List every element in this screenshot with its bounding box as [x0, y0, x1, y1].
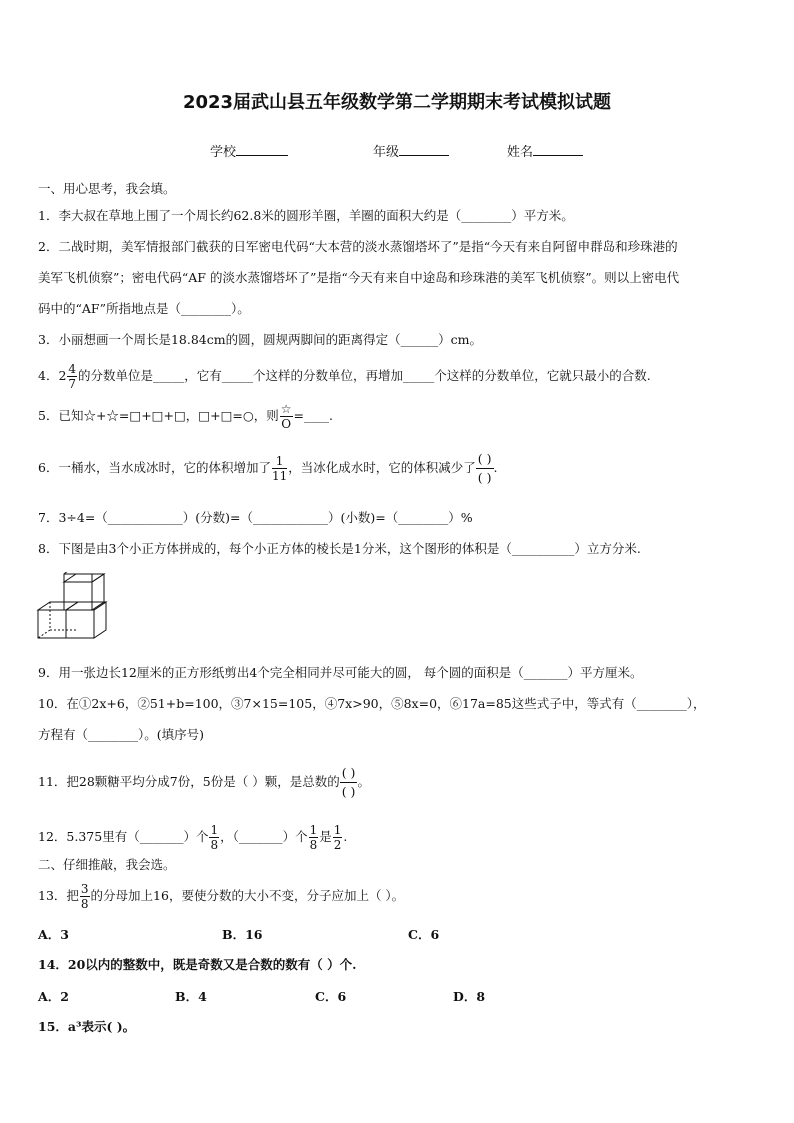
question-7: 7．3÷4=（____________）(分数)=（____________）(小数)=（________）%: [38, 510, 473, 525]
q11-prefix: 11．把28颗糖平均分成7份，5份是（ ）颗，是总数的: [38, 774, 340, 789]
question-6: [38, 450, 497, 487]
q13-denominator: 8: [80, 897, 89, 911]
question-3: 3．小丽想画一个周长是18.84cm的圆，圆规两脚间的距离得定（______）cm。: [38, 332, 482, 347]
q13-prefix: 13．把: [38, 888, 79, 903]
question-12: [38, 823, 347, 852]
question-10-line-1: 10．在①2x+6，②51+b=100，③7×15=105，④7x>90，⑤8x=0，⑥17a=85这些式子中，等式有（________），: [38, 696, 706, 711]
q11-suffix: 。: [357, 774, 370, 789]
q13-fraction: [80, 882, 90, 911]
section-1-heading: 一、用心思考，我会填。: [38, 181, 176, 196]
question-4: [38, 362, 651, 391]
q12-fraction-1: [209, 823, 219, 852]
question-9: 9．用一张边长12厘米的正方形纸剪出4个完全相同并尽可能大的圆， 每个圆的面积是（_______）平方厘米。: [38, 665, 643, 680]
question-13: [38, 882, 404, 911]
question-10-line-2: 方程有（________）。(填序号): [38, 727, 205, 742]
question-5: [38, 402, 333, 431]
q6-suffix: .: [493, 460, 498, 475]
question-2-line-3: 码中的“AF”所指地点是（________）。: [38, 301, 250, 316]
school-blank[interactable]: [236, 143, 288, 156]
q14-option-a[interactable]: A．2: [38, 989, 69, 1004]
q11-answer-fraction[interactable]: [340, 764, 358, 801]
question-8: 8．下图是由3个小正方体拼成的，每个小正方体的棱长是1分米，这个图形的体积是（__________）立方分米.: [38, 541, 641, 556]
q14-option-c[interactable]: C．6: [315, 989, 347, 1004]
q6-numerator: 1: [272, 454, 287, 469]
question-11: [38, 764, 370, 801]
q14-option-d[interactable]: D．8: [453, 989, 486, 1004]
q13-numerator: 3: [80, 882, 89, 896]
q5-numerator: ☆: [280, 402, 292, 416]
q12-middle-2: 是: [319, 829, 332, 844]
question-14: 14．20以内的整数中，既是奇数又是合数的数有（ ）个.: [38, 957, 357, 972]
q13-option-c[interactable]: C．6: [408, 927, 440, 942]
q5-fraction: [280, 402, 293, 431]
q14-option-b[interactable]: B．4: [175, 989, 207, 1004]
q11-answer-denominator[interactable]: ( ): [341, 784, 356, 799]
q4-denominator: 7: [68, 377, 77, 391]
question-2-line-1: 2．二战时期，美军情报部门截获的日军密电代码“大本营的淡水蒸馏塔坏了”是指“今天有来自阿留申群岛和珍珠港的: [38, 239, 678, 254]
q6-fraction: [272, 454, 287, 483]
question-15: 15．a³表示( )。: [38, 1019, 136, 1034]
q6-answer-denominator[interactable]: ( ): [477, 470, 492, 485]
q4-suffix: 的分数单位是_____，它有_____个这样的分数单位，再增加_____个这样的分数单位，它就只最小的合数.: [78, 368, 651, 383]
name-field: [507, 141, 583, 160]
q12-middle: ，（_______）个: [220, 829, 308, 844]
q12-fraction-1-denominator: 8: [210, 838, 219, 852]
q11-answer-numerator[interactable]: ( ): [340, 764, 358, 783]
school-label: 学校: [210, 145, 237, 160]
three-cubes-figure: [36, 572, 108, 642]
q4-prefix: 4．2: [38, 368, 67, 383]
q12-fraction-2-denominator: 8: [309, 838, 318, 852]
q12-fraction-2: [309, 823, 319, 852]
q12-prefix: 12．5.375里有（_______）个: [38, 829, 209, 844]
q12-fraction-2-numerator: 1: [309, 823, 318, 837]
q12-fraction-3-denominator: 2: [333, 838, 342, 852]
grade-blank[interactable]: [399, 143, 449, 156]
q6-prefix: 6．一桶水，当水成冰时，它的体积增加了: [38, 460, 271, 475]
q5-denominator: O: [281, 417, 292, 431]
q13-suffix: 的分母加上16，要使分数的大小不变，分子应加上（ ）。: [90, 888, 405, 903]
q6-denominator: 11: [271, 469, 288, 483]
q12-fraction-3-numerator: 1: [333, 823, 342, 837]
q12-fraction-1-numerator: 1: [210, 823, 219, 837]
section-2-heading: 二、仔细推敲，我会选。: [38, 857, 176, 872]
q6-answer-numerator[interactable]: ( ): [476, 450, 494, 469]
question-2-line-2: 美军飞机侦察”；密电代码“AF 的淡水蒸馏塔坏了”是指“今天有来自中途岛和珍珠港的美军飞机侦察”。则以上密电代: [38, 270, 680, 285]
q5-suffix: =____.: [293, 408, 333, 423]
q13-option-a[interactable]: A．3: [38, 927, 69, 942]
question-1: 1．李大叔在草地上围了一个周长约62.8米的圆形羊圈，羊圈的面积大约是（________）平方米。: [38, 208, 574, 223]
q12-suffix: .: [343, 829, 348, 844]
q6-answer-fraction[interactable]: [476, 450, 494, 487]
page-title: 2023届武山县五年级数学第二学期期末考试模拟试题: [182, 92, 612, 113]
grade-field: [373, 141, 449, 160]
q4-fraction: [67, 362, 77, 391]
name-blank[interactable]: [533, 143, 583, 156]
q13-option-b[interactable]: B．16: [222, 927, 263, 942]
q12-fraction-3: [333, 823, 343, 852]
q6-middle: ，当冰化成水时，它的体积减少了: [288, 460, 476, 475]
q4-numerator: 4: [68, 362, 77, 376]
q5-prefix: 5．已知☆+☆=□+□+□，□+□=○，则: [38, 408, 279, 423]
name-label: 姓名: [507, 145, 534, 160]
school-field: [210, 141, 288, 160]
grade-label: 年级: [373, 145, 400, 160]
